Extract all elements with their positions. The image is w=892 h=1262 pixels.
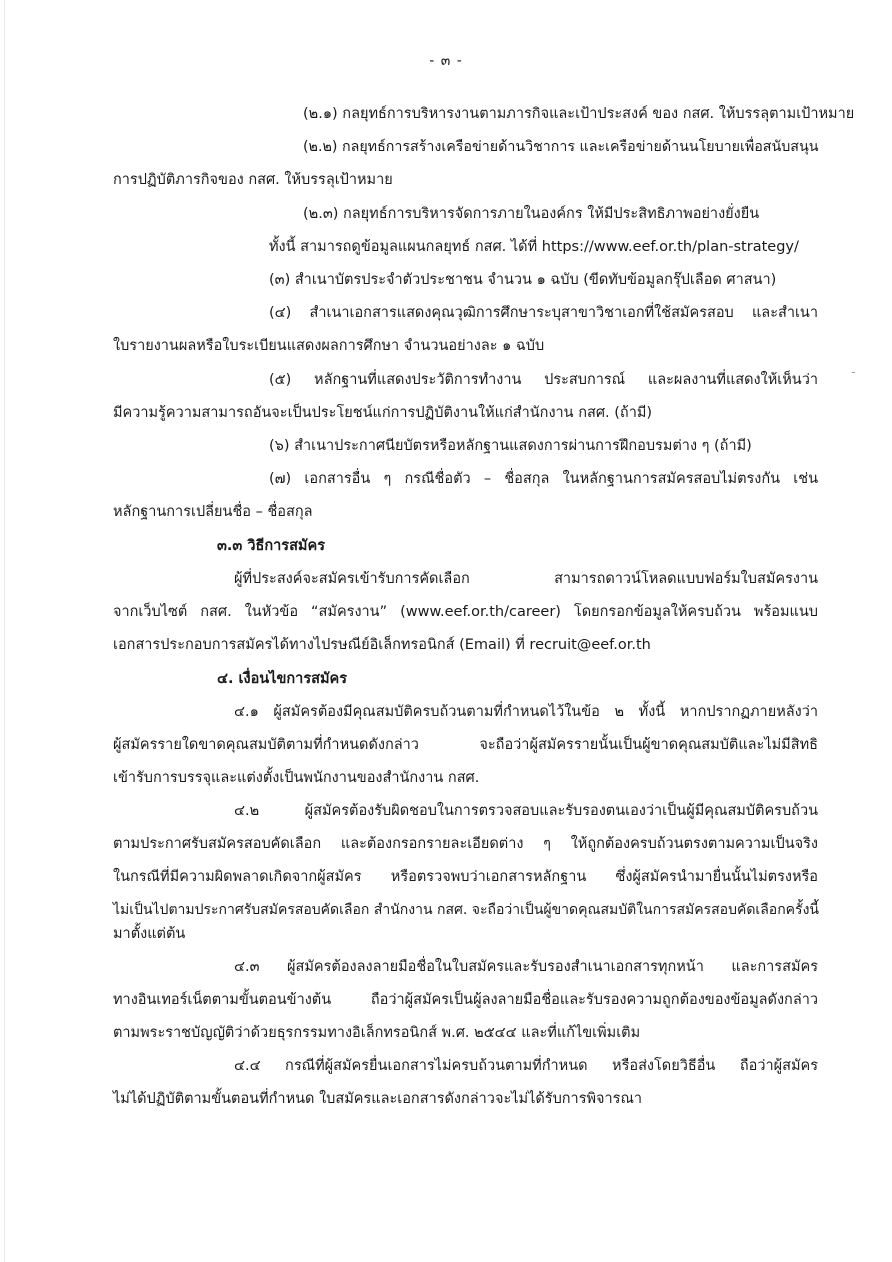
clause-4-2-line4: ไม่เป็นไปตามประกาศรับสมัครสอบคัดเลือก สำนักงาน กสศ. จะถือว่าเป็นผู้ขาดคุณสมบัติในการสมัครสอบคัดเลือกครั้งนี้ xyxy=(113,902,819,918)
clause-4-1-line3: เข้ารับการบรรจุและแต่งตั้งเป็นพนักงานของสำนักงาน กสศ. xyxy=(113,770,480,786)
clause-4-3-line1: ๔.๓ ผู้สมัครต้องลงลายมือชื่อในใบสมัครและรับรองสำเนาเอกสารทุกหน้า และการสมัคร xyxy=(234,959,818,975)
section-3-3-heading: ๓.๓ วิธีการสมัคร xyxy=(217,538,325,554)
section-3-3-line3: เอกสารประกอบการสมัครได้ทางไปรษณีย์อิเล็กทรอนิกส์ (Email) ที่ recruit@eef.or.th xyxy=(113,637,651,653)
doc-item-4-line2: ใบรายงานผลหรือใบระเบียนแสดงผลการศึกษา จำนวนอย่างละ ๑ ฉบับ xyxy=(113,338,545,354)
clause-4-2-line3: ในกรณีที่มีความผิดพลาดเกิดจากผู้สมัคร หรือตรวจพบว่าเอกสารหลักฐาน ซึ่งผู้สมัครนำมายื่นนั้นไม่ตรงหรือ xyxy=(113,869,818,885)
doc-item-4-line1: (๔) สำเนาเอกสารแสดงคุณวุฒิการศึกษาระบุสาขาวิชาเอกที่ใช้สมัครสอบ และสำเนา xyxy=(269,305,818,321)
section-3-3-line2: จากเว็บไซต์ กสศ. ในหัวข้อ “สมัครงาน” (www.eef.or.th/career) โดยกรอกข้อมูลให้ครบถ้วน พร้อมแนบ xyxy=(113,604,818,620)
strategy-2-1: (๒.๑) กลยุทธ์การบริหารงานตามภารกิจและเป้าประสงค์ ของ กสศ. ให้บรรลุตามเป้าหมาย xyxy=(303,106,855,122)
doc-item-6: (๖) สำเนาประกาศนียบัตรหรือหลักฐานแสดงการผ่านการฝึกอบรมต่าง ๆ (ถ้ามี) xyxy=(269,438,752,454)
scan-speck xyxy=(852,372,855,373)
strategy-2-2-line1: (๒.๒) กลยุทธ์การสร้างเครือข่ายด้านวิชาการ และเครือข่ายด้านนโยบายเพื่อสนับสนุน xyxy=(303,139,819,155)
doc-item-3: (๓) สำเนาบัตรประจำตัวประชาชน จำนวน ๑ ฉบับ (ขีดทับข้อมูลกรุ๊ปเลือด ศาสนา) xyxy=(269,272,777,288)
clause-4-4-line2: ไม่ได้ปฏิบัติตามขั้นตอนที่กำหนด ใบสมัครและเอกสารดังกล่าวจะไม่ได้รับการพิจารณา xyxy=(113,1091,643,1107)
page-number: - ๓ - xyxy=(429,53,463,69)
clause-4-2-line2: ตามประกาศรับสมัครสอบคัดเลือก และต้องกรอกรายละเอียดต่าง ๆ ให้ถูกต้องครบถ้วนตรงตามความเป็นจริง xyxy=(113,836,818,852)
clause-4-1-line1: ๔.๑ ผู้สมัครต้องมีคุณสมบัติครบถ้วนตามที่กำหนดไว้ในข้อ ๒ ทั้งนี้ หากปรากฏภายหลังว่า xyxy=(234,704,818,720)
clause-4-2-line5: มาตั้งแต่ต้น xyxy=(113,926,186,942)
strategy-2-3: (๒.๓) กลยุทธ์การบริหารจัดการภายในองค์กร ให้มีประสิทธิภาพอย่างยั่งยืน xyxy=(303,206,760,222)
strategy-2-2-line2: การปฏิบัติภารกิจของ กสศ. ให้บรรลุเป้าหมาย xyxy=(113,172,393,188)
clause-4-3-line3: ตามพระราชบัญญัติว่าด้วยธุรกรรมทางอิเล็กทรอนิกส์ พ.ศ. ๒๕๔๔ และที่แก้ไขเพิ่มเติม xyxy=(113,1025,641,1041)
clause-4-3-line2: ทางอินเทอร์เน็ตตามขั้นตอนข้างต้น ถือว่าผู้สมัครเป็นผู้ลงลายมือชื่อและรับรองความถูกต้องของข้อมูลดังกล่าว xyxy=(113,992,818,1008)
doc-item-7-line1: (๗) เอกสารอื่น ๆ กรณีชื่อตัว – ชื่อสกุล ในหลักฐานการสมัครสอบไม่ตรงกัน เช่น xyxy=(269,471,818,487)
section-4-heading: ๔. เงื่อนไขการสมัคร xyxy=(217,671,347,687)
clause-4-1-line2: ผู้สมัครรายใดขาดคุณสมบัติตามที่กำหนดดังกล่าว จะถือว่าผู้สมัครรายนั้นเป็นผู้ขาดคุณสมบัติและไม่มีสิทธิ xyxy=(113,737,818,753)
scan-edge-line xyxy=(4,0,5,1262)
doc-item-5-line1: (๕) หลักฐานที่แสดงประวัติการทำงาน ประสบการณ์ และผลงานที่แสดงให้เห็นว่า xyxy=(269,372,818,388)
section-3-3-line1: ผู้ที่ประสงค์จะสมัครเข้ารับการคัดเลือก สามารถดาวน์โหลดแบบฟอร์มใบสมัครงาน xyxy=(234,571,818,587)
doc-item-7-line2: หลักฐานการเปลี่ยนชื่อ – ชื่อสกุล xyxy=(113,504,313,520)
clause-4-4-line1: ๔.๔ กรณีที่ผู้สมัครยื่นเอกสารไม่ครบถ้วนตามที่กำหนด หรือส่งโดยวิธีอื่น ถือว่าผู้สมัคร xyxy=(234,1058,818,1074)
clause-4-2-line1: ๔.๒ ผู้สมัครต้องรับผิดชอบในการตรวจสอบและรับรองตนเองว่าเป็นผู้มีคุณสมบัติครบถ้วน xyxy=(234,803,818,819)
strategy-link-note: ทั้งนี้ สามารถดูข้อมูลแผนกลยุทธ์ กสศ. ได้ที่ https://www.eef.or.th/plan-strategy/ xyxy=(269,239,799,255)
doc-item-5-line2: มีความรู้ความสามารถอันจะเป็นประโยชน์แก่การปฏิบัติงานให้แก่สำนักงาน กสศ. (ถ้ามี) xyxy=(113,405,653,421)
